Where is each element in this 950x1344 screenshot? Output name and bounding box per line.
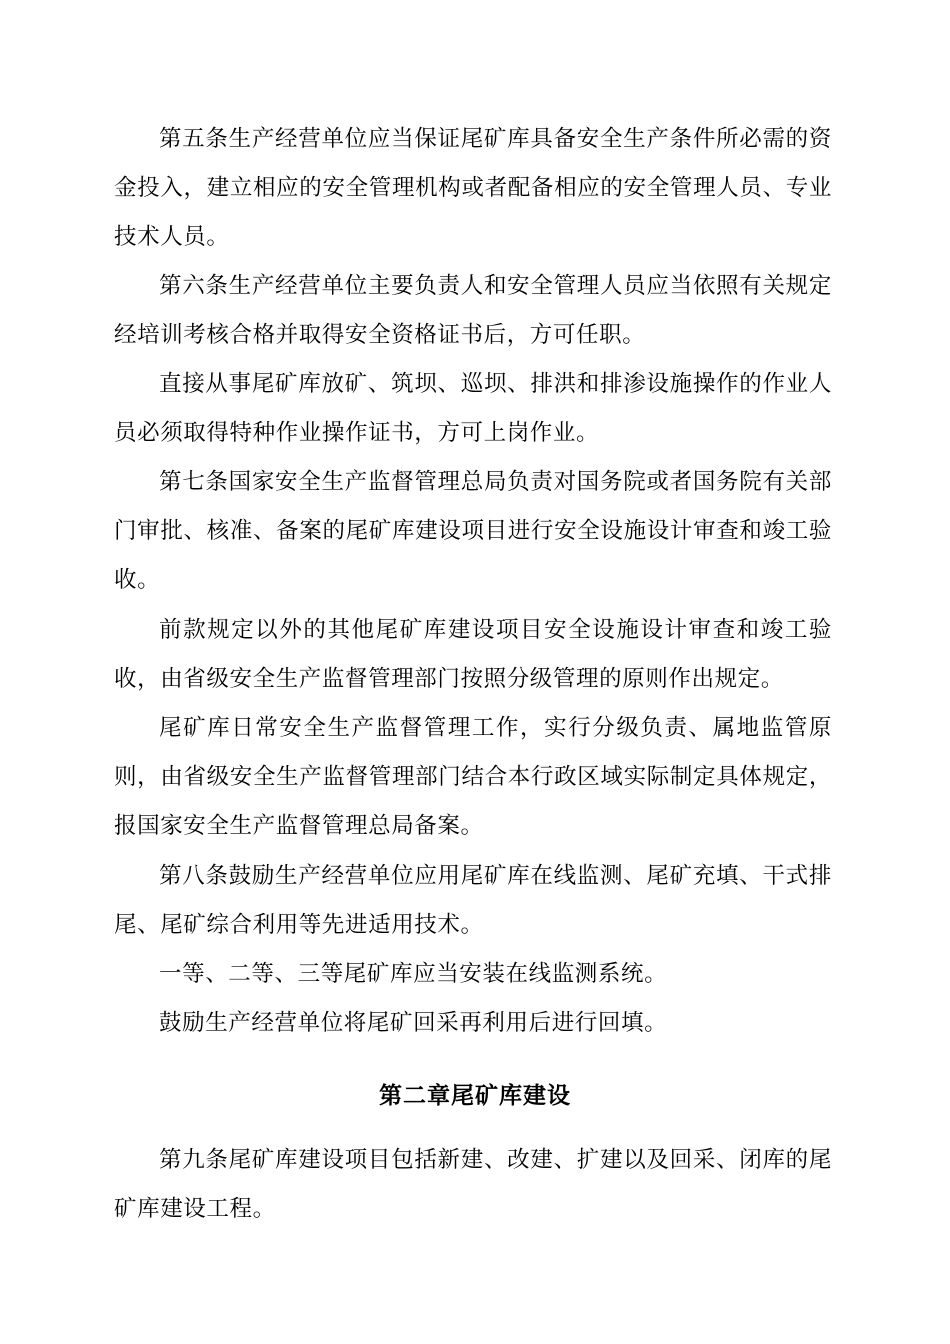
paragraph-article-6: 第六条生产经营单位主要负责人和安全管理人员应当依照有关规定经培训考核合格并取得安全资格证书后，方可任职。 bbox=[114, 273, 832, 348]
paragraph-article-5: 第五条生产经营单位应当保证尾矿库具备安全生产条件所必需的资金投入，建立相应的安全管理机构或者配备相应的安全管理人员、专业技术人员。 bbox=[114, 126, 832, 250]
paragraph-article-8: 第八条鼓励生产经营单位应用尾矿库在线监测、尾矿充填、干式排尾、尾矿综合利用等先进适用技术。 bbox=[114, 863, 832, 938]
paragraph-article-7: 第七条国家安全生产监督管理总局负责对国务院或者国务院有关部门审批、核准、备案的尾矿库建设项目进行安全设施设计审查和竣工验收。 bbox=[114, 469, 832, 593]
paragraph-provincial-review: 前款规定以外的其他尾矿库建设项目安全设施设计审查和竣工验收，由省级安全生产监督管理部门按照分级管理的原则作出规定。 bbox=[114, 617, 832, 692]
paragraph-online-monitoring: 一等、二等、三等尾矿库应当安装在线监测系统。 bbox=[159, 961, 668, 987]
paragraph-daily-supervision: 尾矿库日常安全生产监督管理工作，实行分级负责、属地监管原则，由省级安全生产监督管理部门结合本行政区域实际制定具体规定，报国家安全生产监督管理总局备案。 bbox=[114, 715, 832, 839]
chapter-heading: 第二章尾矿库建设 bbox=[379, 1083, 571, 1109]
paragraph-article-9: 第九条尾矿库建设项目包括新建、改建、扩建以及回采、闭库的尾矿库建设工程。 bbox=[114, 1147, 832, 1222]
paragraph-backfill: 鼓励生产经营单位将尾矿回采再利用后进行回填。 bbox=[159, 1010, 668, 1036]
paragraph-operator-certificate: 直接从事尾矿库放矿、筑坝、巡坝、排洪和排渗设施操作的作业人员必须取得特种作业操作证书，方可上岗作业。 bbox=[114, 371, 832, 446]
